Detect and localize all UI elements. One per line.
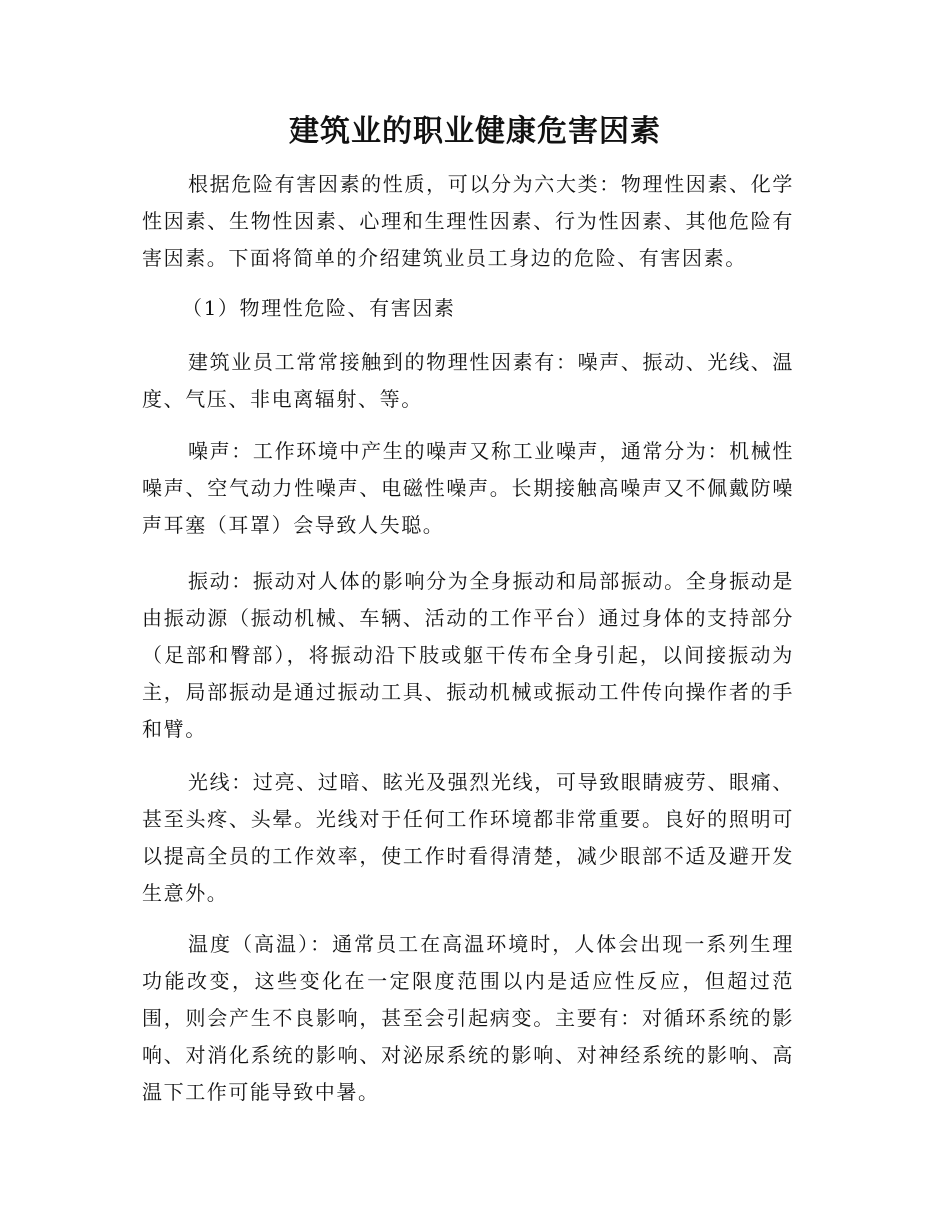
paragraph-temperature: 温度（高温）：通常员工在高温环境时，人体会出现一系列生理功能改变，这些变化在一定限度范围以内是适应性反应，但超过范围，则会产生不良影响，甚至会引起病变。主要有：对循环系统的影响、对消化系统的影响、对泌尿系统的影响、对神经系统的影响、高温下工作可能导致中暑。 (142, 932, 794, 1104)
paragraph-vibration: 振动：振动对人体的影响分为全身振动和局部振动。全身振动是由振动源（振动机械、车辆、活动的工作平台）通过身体的支持部分（足部和臀部），将振动沿下肢或躯干传布全身引起，以间接振动为主，局部振动是通过振动工具、振动机械或振动工件传向操作者的手和臂。 (142, 569, 794, 741)
paragraph-noise: 噪声：工作环境中产生的噪声又称工业噪声，通常分为：机械性噪声、空气动力性噪声、电磁性噪声。长期接触高噪声又不佩戴防噪声耳塞（耳罩）会导致人失聪。 (142, 439, 794, 537)
document-title: 建筑业的职业健康危害因素 (289, 114, 661, 149)
paragraph-intro: 根据危险有害因素的性质，可以分为六大类：物理性因素、化学性因素、生物性因素、心理和生理性因素、行为性因素、其他危险有害因素。下面将简单的介绍建筑业员工身边的危险、有害因素。 (142, 172, 794, 270)
paragraph-light: 光线：过亮、过暗、眩光及强烈光线，可导致眼睛疲劳、眼痛、甚至头疼、头晕。光线对于任何工作环境都非常重要。良好的照明可以提高全员的工作效率，使工作时看得清楚，减少眼部不适及避开发生意外。 (142, 770, 794, 905)
paragraph-physical-factors: 建筑业员工常常接触到的物理性因素有：噪声、振动、光线、温度、气压、非电离辐射、等。 (142, 350, 794, 411)
section-heading-physical-hazards: （1）物理性危险、有害因素 (182, 296, 456, 320)
